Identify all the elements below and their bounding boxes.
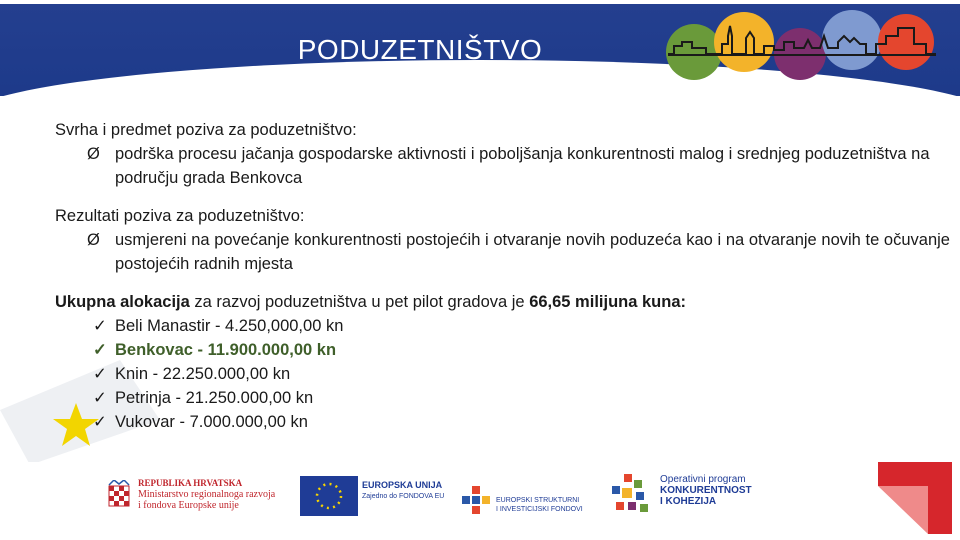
list-item: ✓ Beli Manastir - 4.250,000,00 kn [55,314,950,338]
arrow-bullet-icon: Ø [87,145,100,163]
op-mosaic-icon [610,474,654,518]
allocation-heading: Ukupna alokacija za razvoj poduzetništva u pet pilot gradova je 66,65 milijuna kuna: [55,293,686,311]
allocation-list [55,314,950,434]
arrow-bullet-icon: Ø [87,231,100,249]
croatia-line3: i fondova Europske unije [138,500,239,511]
eu-line2: Zajedno do FONDOVA EU [362,493,445,500]
esif-squares-icon [462,486,492,516]
section1-bullet-text: podrška procesu jačanja gospodarske aktivnosti i poboljšanja konkurentnosti malog i srednjeg poduzetništva na području grada Benkovca [115,145,930,187]
check-icon: ✓ [93,389,107,407]
croatia-line2: Ministarstvo regionalnoga razvoja [138,489,276,500]
section2-bullet [55,228,950,276]
list-item: ✓ Petrinja - 21.250.000,00 kn [55,386,950,410]
list-item: ✓ Vukovar - 7.000.000,00 kn [55,410,950,434]
esif-line1: EUROPSKI STRUKTURNI [496,497,580,504]
eu-flag-icon [300,476,358,516]
check-icon: ✓ [93,365,107,383]
header [0,0,960,104]
check-icon: ✓ [93,341,107,359]
op-line2: KONKURENTNOST [660,485,752,496]
check-icon: ✓ [93,317,107,335]
page-title: PODUZETNIŠTVO [297,34,543,65]
croatian-coat-of-arms-icon [108,480,130,510]
check-icon: ✓ [93,413,107,431]
pilot-cities-logo [664,8,940,84]
op-logo [610,472,780,522]
op-line1: Operativni program [660,474,746,485]
section1-bullet [55,142,950,190]
logo-circle-yellow [714,12,774,72]
section1-heading: Svrha i predmet poziva za poduzetništvo: [55,121,357,139]
main-content [55,118,950,434]
croatia-line1: REPUBLIKA HRVATSKA [138,478,243,488]
esif-logo [462,482,590,522]
footer-logos [0,462,960,540]
op-line3: I KOHEZIJA [660,496,717,507]
esif-line2: I INVESTICIJSKI FONDOVI [496,506,583,513]
list-item: ✓ Benkovac - 11.900.000,00 kn [55,338,950,362]
section2-heading: Rezultati poziva za poduzetništvo: [55,207,305,225]
eu-logo [300,476,445,518]
croatia-ministry-logo [108,478,298,518]
section2-bullet-text: usmjereni na povećanje konkurentnosti postojećih i otvaranje novih poduzeća kao i na otvaranje novih te očuvanje postojećih radnih mjesta [115,231,950,273]
eu-line1: EUROPSKA UNIJA [362,480,443,490]
list-item: ✓ Knin - 22.250.000,00 kn [55,362,950,386]
red-corner-shape [878,462,958,540]
